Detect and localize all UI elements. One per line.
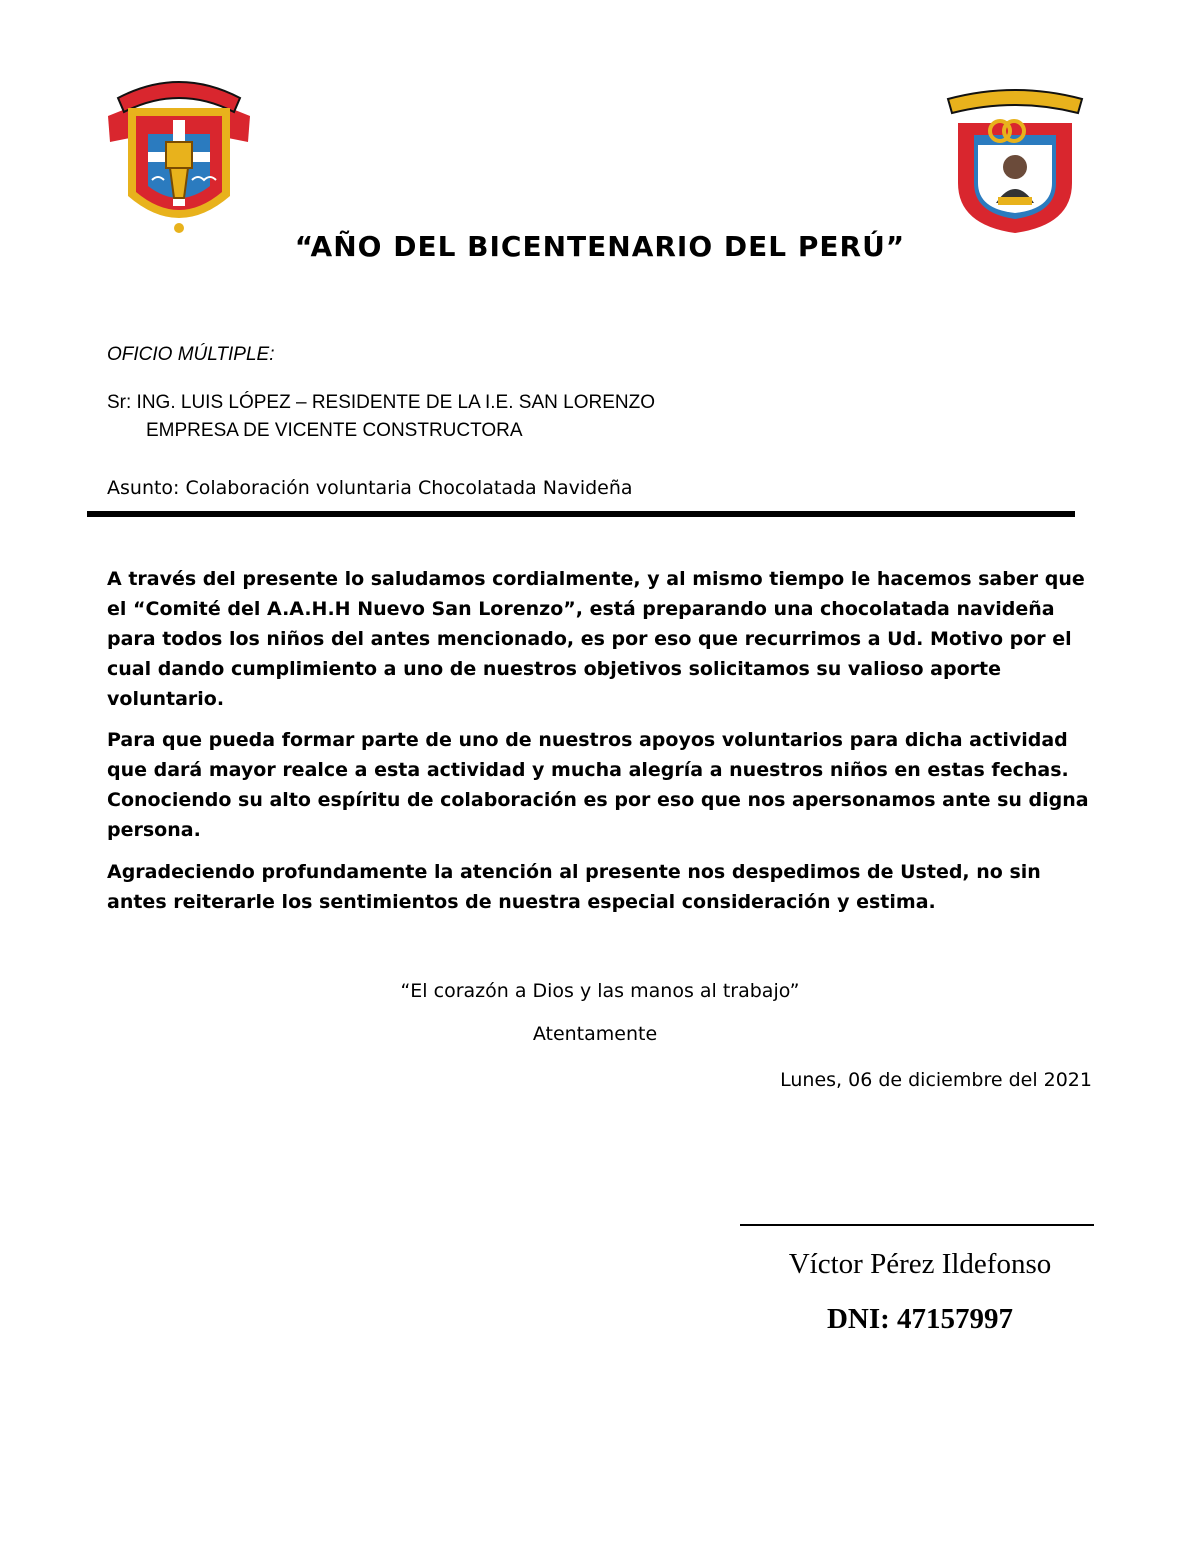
motto: “El corazón a Dios y las manos al trabajo” bbox=[400, 980, 800, 1002]
body-paragraph-1: A través del presente lo saludamos cordialmente, y al mismo tiempo le hacemos saber que el “Comité del A.A.H.H Nuevo San Lorenzo”, está preparando una chocolatada navideña para todos los niños del antes mencionado, es por eso que recurrimos a Ud. Motivo por el cual dando cumplimiento a uno de nuestros objetivos solicitamos su valioso aporte voluntario. bbox=[107, 568, 1085, 710]
recipient-line-2: EMPRESA DE VICENTE CONSTRUCTORA bbox=[146, 420, 523, 441]
closing: Atentamente bbox=[532, 1023, 658, 1045]
subject-line: Asunto: Colaboración voluntaria Chocolatada Navideña bbox=[107, 477, 633, 499]
body-paragraph-2: Para que pueda formar parte de uno de nuestros apoyos voluntarios para dicha actividad que dará mayor realce a esta actividad y mucha alegría a nuestros niños en estas fechas. Conociendo su alto espíritu de colaboración es por eso que nos apersonamos ante su digna persona. bbox=[107, 729, 1089, 841]
recipient-line-1: Sr: ING. LUIS LÓPEZ – RESIDENTE DE LA I.E. SAN LORENZO bbox=[107, 392, 655, 413]
date: Lunes, 06 de diciembre del 2021 bbox=[780, 1069, 1092, 1091]
horizontal-divider bbox=[87, 511, 1075, 517]
district-seal-icon bbox=[944, 85, 1086, 235]
signature-line bbox=[740, 1224, 1094, 1226]
oficio-label: OFICIO MÚLTIPLE: bbox=[107, 344, 275, 365]
municipal-coat-of-arms-icon bbox=[100, 68, 258, 236]
document-title: “AÑO DEL BICENTENARIO DEL PERÚ” bbox=[294, 230, 906, 263]
signer-dni: DNI: 47157997 bbox=[826, 1303, 1014, 1335]
signer-name: Víctor Pérez Ildefonso bbox=[788, 1248, 1052, 1280]
recipient-block bbox=[107, 389, 655, 445]
body-paragraph-3: Agradeciendo profundamente la atención al presente nos despedimos de Usted, no sin antes reiterarle los sentimientos de nuestra especial consideración y estima. bbox=[107, 861, 1041, 913]
